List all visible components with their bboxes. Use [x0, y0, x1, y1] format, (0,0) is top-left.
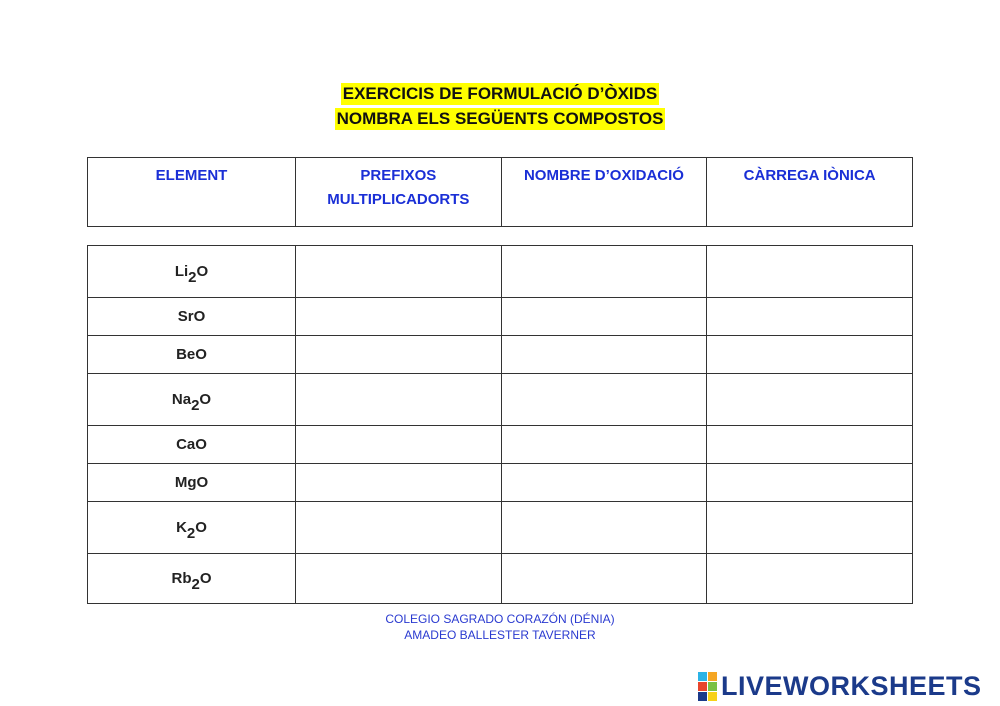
answer-cell-charge[interactable]: [707, 464, 913, 502]
table-row: [88, 298, 913, 336]
header-prefixes-line2: MULTIPLICADORTS: [327, 191, 470, 208]
header-table: [87, 157, 913, 227]
formula-tail: O: [199, 391, 212, 408]
answer-cell-oxidation[interactable]: [501, 464, 707, 502]
title-block: [0, 83, 1000, 133]
answer-cell-prefixes[interactable]: [296, 336, 502, 374]
formula-base: SrO: [177, 308, 206, 325]
compound-formula: [88, 554, 296, 604]
formula-tail: O: [195, 519, 207, 536]
answer-cell-charge[interactable]: [707, 374, 913, 426]
answer-cell-prefixes[interactable]: [296, 374, 502, 426]
logo-square: [698, 682, 707, 691]
formula-subscript: 2: [191, 397, 200, 414]
answer-cell-prefixes[interactable]: [296, 246, 502, 298]
brand-text: LIVEWORKSHEETS: [721, 670, 982, 701]
answer-cell-charge[interactable]: [707, 246, 913, 298]
answer-cell-oxidation[interactable]: [501, 374, 707, 426]
answer-cell-prefixes[interactable]: [296, 554, 502, 604]
logo-square: [698, 692, 707, 701]
compound-formula: [88, 502, 296, 554]
logo-square: [708, 672, 717, 681]
header-element: ELEMENT: [88, 158, 296, 227]
logo-square: [708, 692, 717, 701]
footer-school: COLEGIO SAGRADO CORAZÓN (DÉNIA): [385, 612, 615, 626]
logo-square: [708, 682, 717, 691]
answer-cell-oxidation[interactable]: [501, 336, 707, 374]
answer-cell-charge[interactable]: [707, 502, 913, 554]
table-row: [88, 502, 913, 554]
compound-formula: [88, 374, 296, 426]
formula-subscript: 2: [191, 576, 200, 593]
brand: [698, 671, 982, 701]
compound-formula: [88, 298, 296, 336]
formula-tail: O: [196, 263, 209, 280]
table-row: [88, 554, 913, 604]
formula-base: Li: [174, 263, 189, 280]
answer-cell-prefixes[interactable]: [296, 464, 502, 502]
formula-base: Na: [171, 391, 192, 408]
answer-cell-oxidation[interactable]: [501, 246, 707, 298]
answer-cell-charge[interactable]: [707, 336, 913, 374]
answer-cell-oxidation[interactable]: [501, 554, 707, 604]
answer-cell-charge[interactable]: [707, 298, 913, 336]
compound-formula: [88, 464, 296, 502]
compound-formula: [88, 246, 296, 298]
answer-cell-prefixes[interactable]: [296, 426, 502, 464]
table-row: [88, 246, 913, 298]
header-prefixes-line1: PREFIXOS: [360, 167, 437, 184]
answer-cell-oxidation[interactable]: [501, 502, 707, 554]
header-charge: CÀRREGA IÒNICA: [707, 158, 913, 227]
table-row: [88, 374, 913, 426]
header-oxidation: NOMBRE D’OXIDACIÓ: [501, 158, 707, 227]
logo-square: [698, 672, 707, 681]
compound-formula: [88, 426, 296, 464]
footer: [0, 611, 1000, 643]
title-line-1: EXERCICIS DE FORMULACIÓ D’ÒXIDS: [342, 84, 658, 103]
table-row: [88, 426, 913, 464]
answer-cell-oxidation[interactable]: [501, 298, 707, 336]
formula-base: BeO: [176, 346, 207, 363]
answer-cell-prefixes[interactable]: [296, 298, 502, 336]
answer-cell-prefixes[interactable]: [296, 502, 502, 554]
header-prefixes: [296, 158, 502, 227]
answer-cell-oxidation[interactable]: [501, 426, 707, 464]
answer-cell-charge[interactable]: [707, 554, 913, 604]
answer-cell-charge[interactable]: [707, 426, 913, 464]
liveworksheets-logo-icon: [698, 672, 717, 701]
formula-base: CaO: [176, 436, 207, 453]
formula-base: MgO: [174, 474, 209, 491]
formula-subscript: 2: [186, 525, 196, 542]
formula-subscript: 2: [188, 269, 197, 286]
compounds-table: [87, 245, 913, 604]
footer-author: AMADEO BALLESTER TAVERNER: [404, 628, 596, 642]
table-row: [88, 336, 913, 374]
formula-base: Rb: [171, 570, 192, 587]
table-row: [88, 464, 913, 502]
formula-tail: O: [199, 570, 212, 587]
title-line-2: NOMBRA ELS SEGÜENTS COMPOSTOS: [336, 109, 664, 128]
formula-base: K: [176, 519, 187, 536]
compound-formula: [88, 336, 296, 374]
